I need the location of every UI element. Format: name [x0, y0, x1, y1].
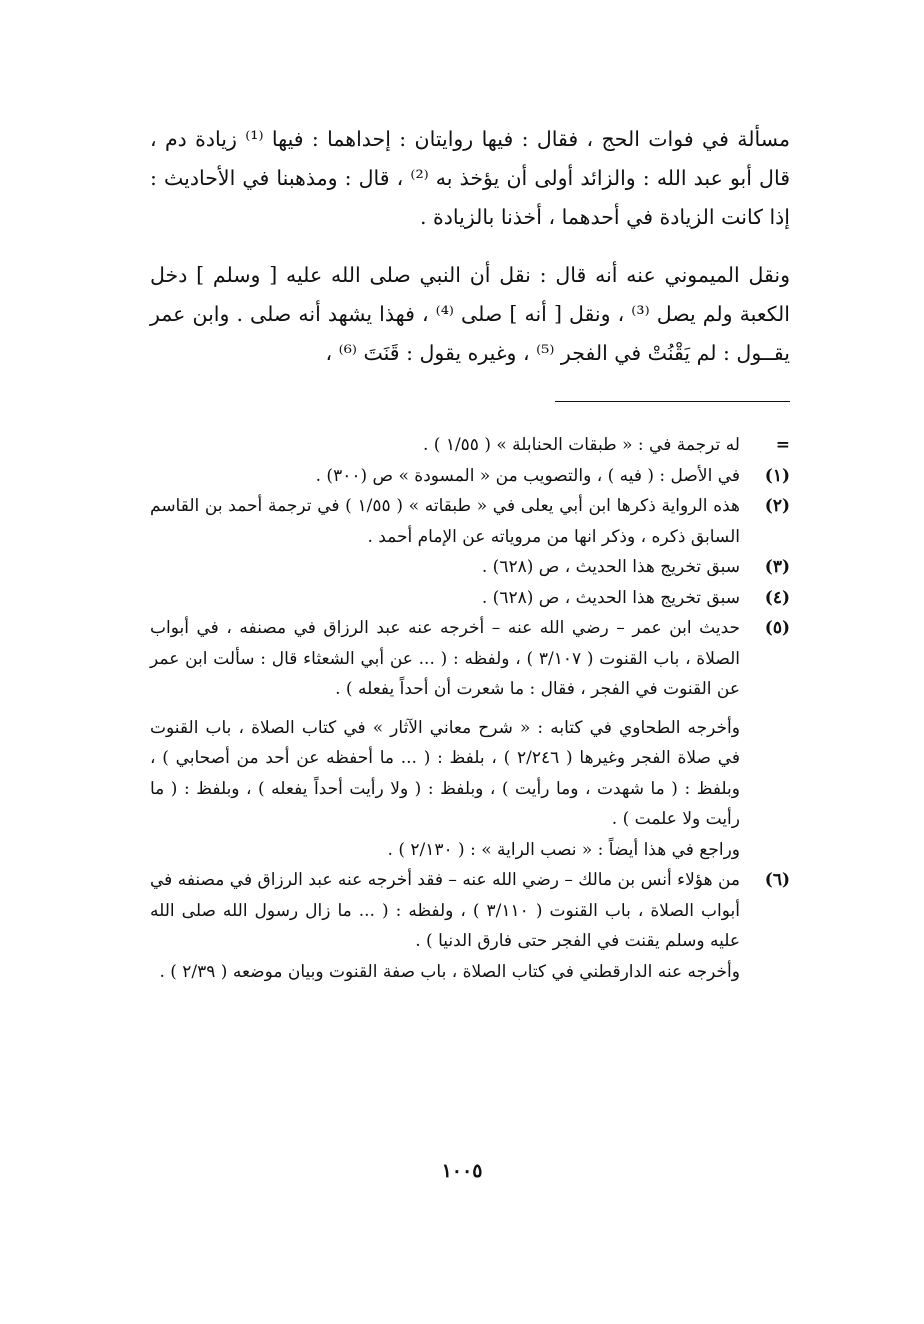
footnote-text: وراجع في هذا أيضاً : « نصب الراية » : ( ٢/١٣٠ ) .	[387, 839, 740, 860]
body-paragraph-2: ونقل الميموني عنه أنه قال : نقل أن النبي صلى الله عليه [ وسلم ] دخل الكعبة ولم يصل ⁽³⁾ ، ونقل [ أنه ] صلى ⁽⁴⁾ ، فهذا يشهد أنه صلى . وابن عمر يقــول : لم يَقْنُتْ في الفجر ⁽⁵⁾ ، وغيره يقول : قَنَتَ ⁽⁶⁾ ،	[150, 263, 790, 365]
footnote-continuation	[150, 430, 790, 461]
footnote-1	[150, 461, 790, 492]
footnote-text: وأخرجه الطحاوي في كتابه : « شرح معاني الآثار » في كتاب الصلاة ، باب القنوت في صلاة الفجر وغيرها ( ٢/٢٤٦ ) ، بلفظ : ( ... ما أحفظه عن أحد من أصحابي ) ، وبلفظ : ( ما شهدت ، وما رأيت ) ، وبلفظ : ( ولا رأيت أحداً يفعله ) ، وبلفظ : ( ما رأيت ولا علمت ) .	[150, 717, 741, 829]
footnote-text: حديث ابن عمر – رضي الله عنه – أخرجه عنه عبد الرزاق في مصنفه ، في أبواب الصلاة ، باب القنوت ( ٣/١٠٧ ) ، ولفظه : ( ... عن أبي الشعثاء قال : سألت ابن عمر عن القنوت في الفجر ، فقال : ما شعرت أن أحداً يفعله ) .	[150, 618, 740, 699]
footnote-4	[150, 583, 790, 614]
footnote-separator-rule	[555, 401, 790, 402]
footnote-6	[150, 865, 790, 987]
footnote-marker: =	[775, 435, 790, 455]
footnote-text: له ترجمة في : « طبقات الحنابلة » ( ١/٥٥ ) .	[422, 435, 740, 455]
footnote-marker: (٦)	[764, 870, 790, 890]
footnote-text: من هؤلاء أنس بن مالك – رضي الله عنه – فقد أخرجه عنه عبد الرزاق في مصنفه في أبواب الصلاة ، باب القنوت ( ٣/١١٠ ) ، ولفظه : ( ... ما زال رسول الله صلى الله عليه وسلم يقنت في الفجر حتى فارق الدنيا ) .	[150, 870, 740, 951]
body-paragraph-1: مسألة في فوات الحج ، فقال : فيها روايتان : إحداهما : فيها ⁽¹⁾ زيادة دم ، قال أبو عبد الله : والزائد أولى أن يؤخذ به ⁽²⁾ ، قال : ومذهبنا في الأحاديث : إذا كانت الزيادة في أحدهما ، أخذنا بالزيادة .	[150, 127, 790, 229]
footnote-text: سبق تخريج هذا الحديث ، ص (٦٢٨) .	[481, 587, 740, 608]
footnote-marker: (٢)	[764, 496, 790, 516]
page-number: ١٠٠٥	[441, 1160, 483, 1182]
footnote-text: هذه الرواية ذكرها ابن أبي يعلى في « طبقاته » ( ١/٥٥ ) في ترجمة أحمد بن القاسم السابق ذكره ، وذكر انها من مروياته عن الإمام أحمد .	[150, 496, 740, 547]
footnote-marker: (٥)	[764, 618, 790, 638]
footnote-marker: (٤)	[764, 587, 790, 608]
footnotes-list	[150, 430, 790, 987]
footnote-marker: (٣)	[764, 557, 790, 577]
footnote-5	[150, 613, 790, 865]
footnote-text: سبق تخريج هذا الحديث ، ص (٦٢٨) .	[481, 557, 740, 577]
footnote-marker: (١)	[764, 465, 790, 486]
footnote-3	[150, 552, 790, 583]
footnote-text: وأخرجه عنه الدارقطني في كتاب الصلاة ، باب صفة القنوت وبيان موضعه ( ٢/٣٩ ) .	[159, 961, 740, 982]
footnote-2	[150, 491, 790, 552]
footnote-text: في الأصل : ( فيه ) ، والتصويب من « المسودة » ص (٣٠٠) .	[315, 465, 740, 486]
